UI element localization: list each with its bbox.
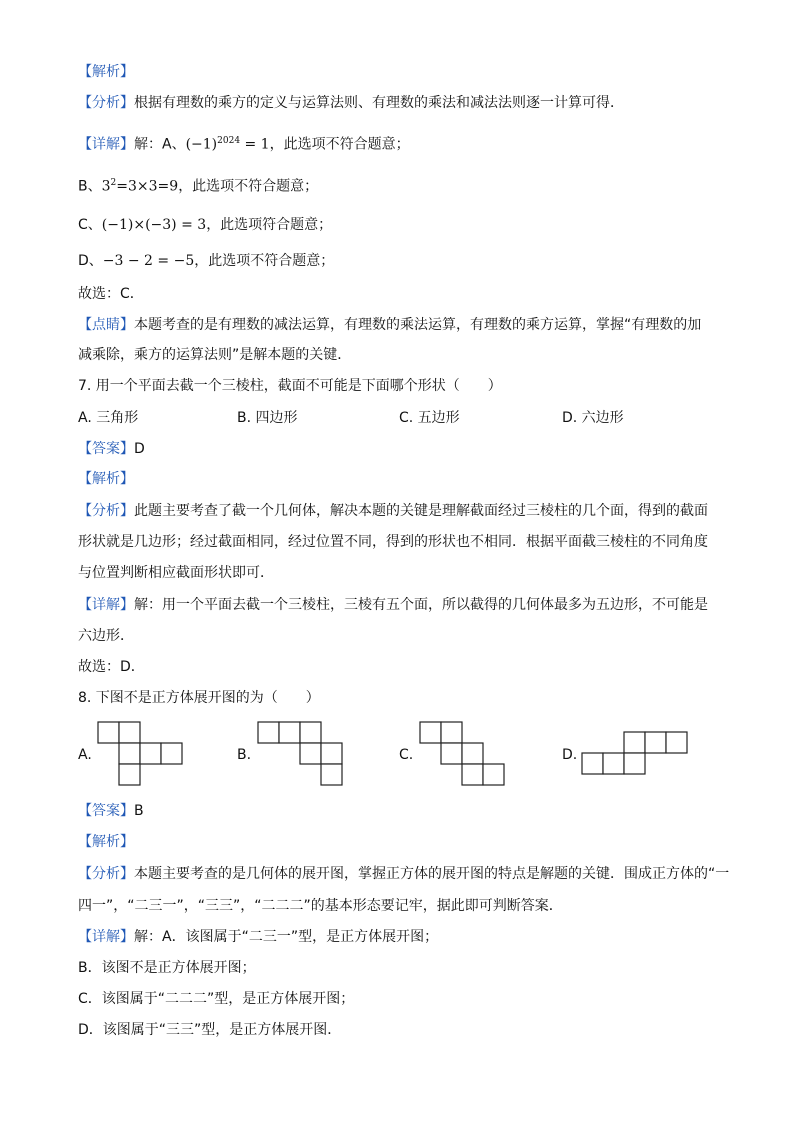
detail-tag: 【详解】 [78, 929, 134, 945]
q6-d-comment: ，此选项不符合题意； [194, 253, 335, 269]
q6-d-prefix: D、 [78, 253, 103, 269]
detail-tag: 【详解】 [78, 597, 134, 613]
q7-analysis-line-3: 与位置判断相应截面形状即可． [78, 565, 274, 581]
q7-question: 7. 用一个平面去截一个三棱柱，截面不可能是下面哪个形状（ ） [78, 378, 502, 394]
answer-tag: 【答案】 [78, 803, 134, 819]
q6-detail-a-prefix: 解：A、 [134, 136, 186, 153]
q6-b-rest: =3×3=9 [116, 178, 179, 195]
analysis-tag: 【分析】 [78, 95, 134, 111]
q7-answer-value: D [134, 441, 145, 457]
q8-detail-line-1 [78, 928, 438, 946]
q7-analysis-line-2: 形状就是几边形；经过截面相同，经过位置不同，得到的形状也不相同．根据平面截三棱柱的不同角度 [78, 534, 708, 550]
detail-tag: 【详解】 [78, 136, 134, 153]
q8-net-a [97, 721, 187, 787]
q7-detail-line-1 [78, 596, 708, 614]
q6-detail-b [78, 174, 318, 196]
q7-option-a: A. 三角形 [78, 410, 139, 426]
q6-detail-d [78, 252, 334, 270]
q6-c-expr: (−1)×(−3) = 3 [101, 217, 207, 233]
q7-detail-text-1: 解：用一个平面去截一个三棱柱，三棱有五个面，所以截得的几何体最多为五边形，不可能是 [134, 597, 708, 613]
q6-a-expr: (−1) [185, 136, 218, 153]
q8-net-b [257, 721, 347, 787]
q6-choice: 故选：C． [78, 286, 144, 302]
q8-net-c [419, 721, 509, 787]
q7-option-b: B. 四边形 [237, 410, 298, 426]
q6-a-exponent: 2024 [217, 136, 241, 146]
q8-option-b-label: B. [237, 747, 252, 763]
q8-option-a-label: A. [78, 747, 92, 763]
q8-detail-line-3: C．该图属于“二二二”型，是正方体展开图； [78, 991, 355, 1007]
q6-d-expr: −3 − 2 = −5 [102, 253, 195, 269]
q7-analysis-text-1: 此题主要考查了截一个几何体，解决本题的关键是理解截面经过三棱柱的几个面，得到的截面 [134, 503, 708, 519]
q6-comment-text-1: 本题考查的是有理数的减法运算，有理数的乘法运算，有理数的乘方运算，掌握“有理数的加 [134, 317, 702, 333]
q6-b-expr: 3 [101, 178, 111, 195]
q8-option-c-label: C. [399, 747, 414, 763]
q6-b-exponent: 2 [110, 178, 117, 188]
q8-detail-line-2: B．该图不是正方体展开图； [78, 960, 256, 976]
q7-detail-line-2: 六边形． [78, 628, 134, 644]
q6-b-prefix: B、 [78, 178, 102, 195]
q6-analysis-heading: 【解析】 [78, 64, 134, 80]
analysis-tag: 【分析】 [78, 503, 134, 519]
q6-a-rest: = 1 [240, 136, 270, 153]
comment-tag: 【点睛】 [78, 317, 134, 333]
q8-net-d [581, 731, 693, 777]
q6-analysis-text: 根据有理数的乘方的定义与运算法则、有理数的乘法和减法法则逐一计算可得． [134, 95, 624, 111]
q6-b-comment: ，此选项不符合题意； [178, 178, 319, 195]
q6-c-comment: ，此选项符合题意； [206, 217, 333, 233]
q6-a-comment: ，此选项不符合题意； [269, 136, 410, 153]
q6-c-prefix: C、 [78, 217, 102, 233]
q8-answer [78, 802, 144, 820]
q6-comment-line-1 [78, 316, 701, 334]
q8-detail-line-4: D．该图属于“三三”型，是正方体展开图． [78, 1022, 342, 1038]
q7-analysis-line-1 [78, 502, 708, 520]
analysis-tag: 【分析】 [78, 866, 134, 882]
q8-detail-text-1: 解：A．该图属于“二三一”型，是正方体展开图； [134, 929, 439, 945]
q7-option-c: C. 五边形 [399, 410, 460, 426]
q6-comment-line-2: 减乘除，乘方的运算法则”是解本题的关键． [78, 347, 352, 363]
q8-answer-value: B [134, 803, 144, 819]
q6-detail-a [78, 132, 410, 154]
q8-analysis-text-1: 本题主要考查的是几何体的展开图，掌握正方体的展开图的特点是解题的关键．围成正方体的“一 [134, 866, 730, 882]
q8-analysis-heading: 【解析】 [78, 834, 134, 850]
q7-choice: 故选：D． [78, 659, 145, 675]
q8-option-d-label: D. [562, 747, 578, 763]
q7-answer [78, 440, 145, 458]
answer-tag: 【答案】 [78, 441, 134, 457]
q8-question: 8. 下图不是正方体展开图的为（ ） [78, 690, 320, 706]
q6-analysis-line [78, 94, 624, 112]
q6-detail-c [78, 216, 332, 234]
q8-analysis-line-1 [78, 865, 729, 883]
q7-option-d: D. 六边形 [562, 410, 624, 426]
q8-analysis-line-2: 四一”，“二三一”，“三三”，“二二二”的基本形态要记牢，据此即可判断答案． [78, 898, 563, 914]
q7-analysis-heading: 【解析】 [78, 471, 134, 487]
